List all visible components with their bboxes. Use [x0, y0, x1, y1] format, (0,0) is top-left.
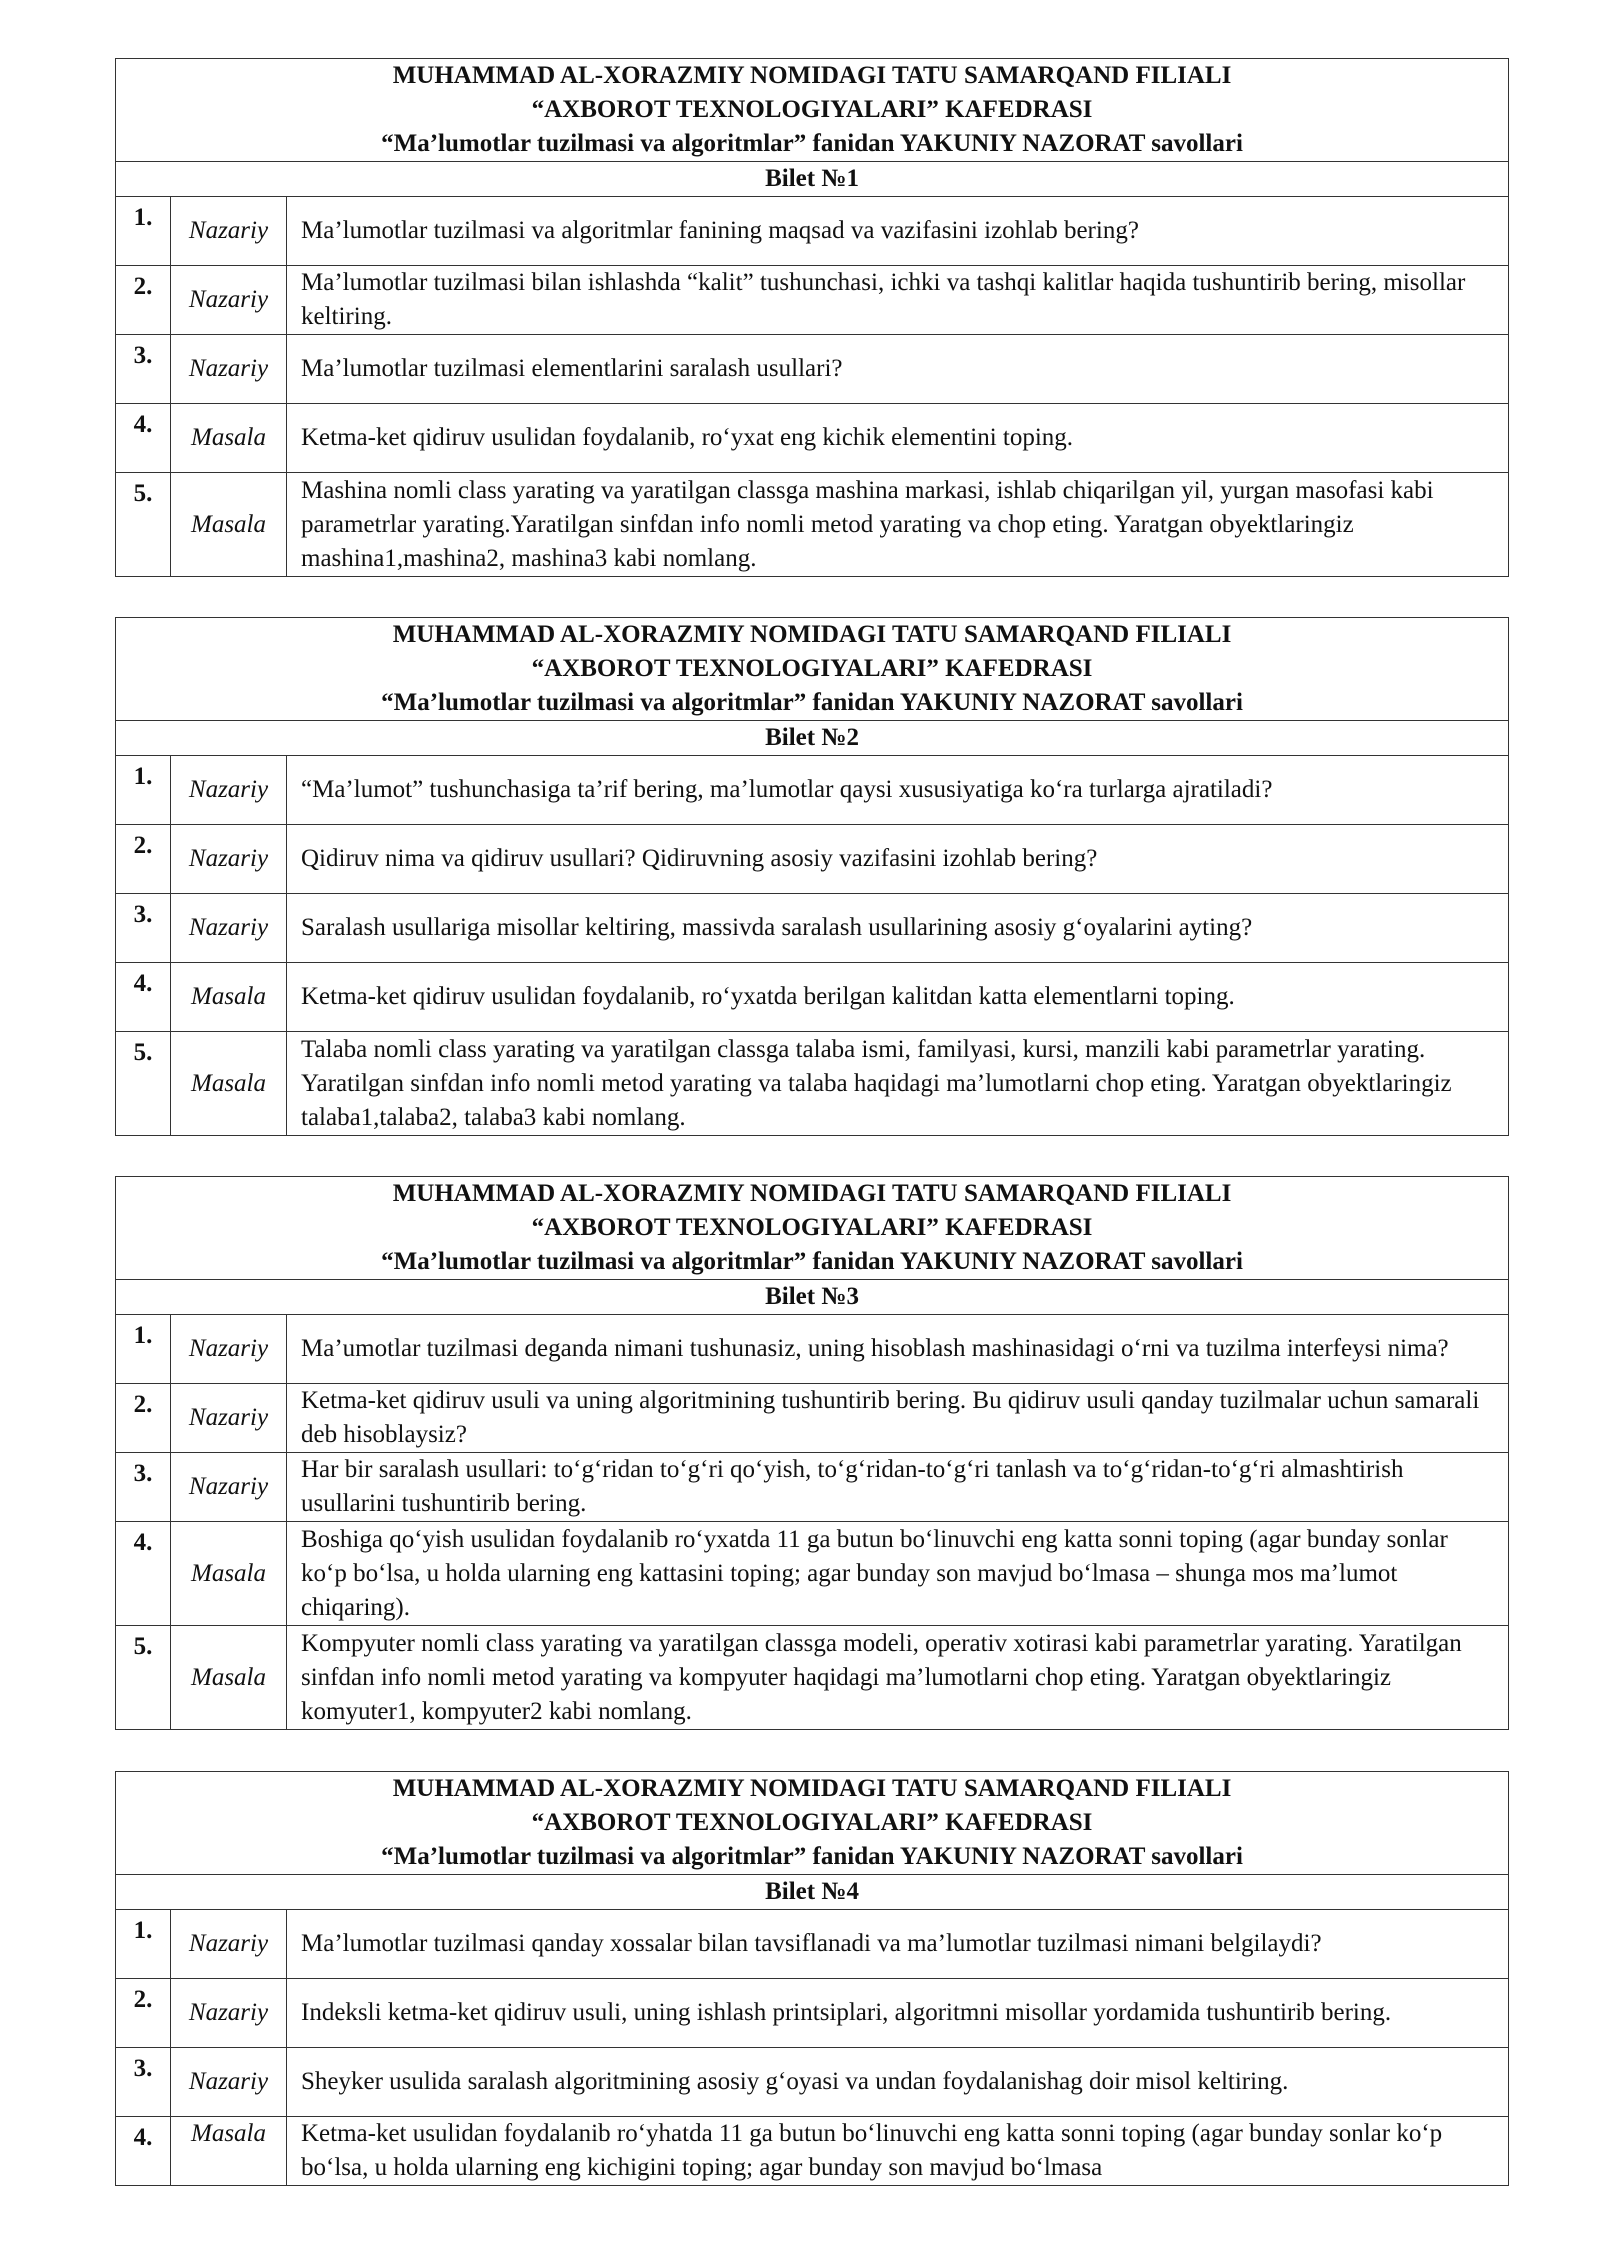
question-text: Ma’umotlar tuzilmasi deganda nimani tushunasiz, uning hisoblash mashinasidagi oʻrni va tuzilma interfeysi nima?: [287, 1315, 1509, 1384]
question-number: 5.: [116, 1032, 171, 1136]
ticket-header: [116, 618, 1509, 721]
question-text: Ma’lumotlar tuzilmasi qanday xossalar bilan tavsiflanadi va ma’lumotlar tuzilmasi nimani belgilaydi?: [287, 1910, 1509, 1979]
question-number: 2.: [116, 1384, 171, 1453]
question-text: Indeksli ketma-ket qidiruv usuli, uning ishlash printsiplari, algoritmni misollar yordamida tushuntirib bering.: [287, 1979, 1509, 2048]
exam-title: “Ma’lumotlar tuzilmasi va algoritmlar” fanidan YAKUNIY NAZORAT savollari: [381, 130, 1243, 157]
question-text: Har bir saralash usullari: toʻgʻridan toʻgʻri qoʻyish, toʻgʻridan-toʻgʻri tanlash va toʻgʻridan-toʻgʻri almashtirish usullarini tushuntirib bering.: [287, 1453, 1509, 1522]
institution-name: MUHAMMAD AL-XORAZMIY NOMIDAGI TATU SAMARQAND FILIALI: [392, 1180, 1232, 1207]
question-row: [116, 1453, 1509, 1522]
question-number: 5.: [116, 473, 171, 577]
question-row: [116, 963, 1509, 1032]
question-number: 3.: [116, 1453, 171, 1522]
question-type: Nazariy: [171, 1910, 287, 1979]
ticket-title: Bilet №4: [116, 1875, 1509, 1910]
ticket-4: [115, 1771, 1509, 2186]
question-number: 4.: [116, 404, 171, 473]
question-number: 4.: [116, 963, 171, 1032]
question-number: 1.: [116, 756, 171, 825]
ticket-header: [116, 59, 1509, 162]
question-text: Ma’lumotlar tuzilmasi elementlarini saralash usullari?: [287, 335, 1509, 404]
exam-title: “Ma’lumotlar tuzilmasi va algoritmlar” fanidan YAKUNIY NAZORAT savollari: [381, 1843, 1243, 1870]
question-number: 5.: [116, 1626, 171, 1730]
question-type: Nazariy: [171, 756, 287, 825]
question-text: Qidiruv nima va qidiruv usullari? Qidiruvning asosiy vazifasini izohlab bering?: [287, 825, 1509, 894]
ticket-title: Bilet №3: [116, 1280, 1509, 1315]
question-row: [116, 1315, 1509, 1384]
department-name: “AXBOROT TEXNOLOGIYALARI” KAFEDRASI: [531, 655, 1093, 682]
question-number: 4.: [116, 1522, 171, 1626]
ticket-2: [115, 617, 1509, 1136]
question-number: 1.: [116, 1315, 171, 1384]
ticket-1: [115, 58, 1509, 577]
question-type: Masala: [171, 963, 287, 1032]
question-type: Nazariy: [171, 335, 287, 404]
question-type: Nazariy: [171, 1453, 287, 1522]
department-name: “AXBOROT TEXNOLOGIYALARI” KAFEDRASI: [531, 1214, 1093, 1241]
institution-name: MUHAMMAD AL-XORAZMIY NOMIDAGI TATU SAMARQAND FILIALI: [392, 62, 1232, 89]
institution-name: MUHAMMAD AL-XORAZMIY NOMIDAGI TATU SAMARQAND FILIALI: [392, 621, 1232, 648]
ticket-title: Bilet №1: [116, 162, 1509, 197]
question-row: [116, 404, 1509, 473]
question-text: Ketma-ket qidiruv usulidan foydalanib, roʻyxat eng kichik elementini toping.: [287, 404, 1509, 473]
question-text: Talaba nomli class yarating va yaratilgan classga talaba ismi, familyasi, kursi, manzili kabi parametrlar yarating. Yaratilgan sinfdan info nomli metod yarating va talaba haqidagi ma’lumotlarni chop eting. Yaratgan obyektlaringiz talaba1,talaba2, talaba3 kabi nomlang.: [287, 1032, 1509, 1136]
question-number: 3.: [116, 335, 171, 404]
question-text: Boshiga qoʻyish usulidan foydalanib roʻyxatda 11 ga butun boʻlinuvchi eng katta sonni toping (agar bunday sonlar koʻp boʻlsa, u holda ularning eng kattasini toping; agar bunday son mavjud boʻlmasa – shunga mos ma’lumot chiqaring).: [287, 1522, 1509, 1626]
question-type: Masala: [171, 404, 287, 473]
ticket-3: [115, 1176, 1509, 1730]
question-number: 1.: [116, 197, 171, 266]
question-number: 1.: [116, 1910, 171, 1979]
ticket-title: Bilet №2: [116, 721, 1509, 756]
question-type: Nazariy: [171, 266, 287, 335]
question-row: [116, 1626, 1509, 1730]
question-row: [116, 894, 1509, 963]
institution-name: MUHAMMAD AL-XORAZMIY NOMIDAGI TATU SAMARQAND FILIALI: [392, 1775, 1232, 1802]
question-type: Masala: [171, 1626, 287, 1730]
question-type: Masala: [171, 1522, 287, 1626]
question-text: Mashina nomli class yarating va yaratilgan classga mashina markasi, ishlab chiqarilgan yil, yurgan masofasi kabi parametrlar yarating.Yaratilgan sinfdan info nomli metod yarating va chop eting. Yaratgan obyektlaringiz mashina1,mashina2, mashina3 kabi nomlang.: [287, 473, 1509, 577]
question-text: Saralash usullariga misollar keltiring, massivda saralash usullarining asosiy gʻoyalarini ayting?: [287, 894, 1509, 963]
question-type: Nazariy: [171, 894, 287, 963]
question-text: Ketma-ket qidiruv usulidan foydalanib, roʻyxatda berilgan kalitdan katta elementlarni toping.: [287, 963, 1509, 1032]
question-row: [116, 197, 1509, 266]
ticket-header: [116, 1772, 1509, 1875]
question-number: 3.: [116, 894, 171, 963]
question-row: [116, 756, 1509, 825]
question-type: Nazariy: [171, 1315, 287, 1384]
question-type: Masala: [171, 2117, 287, 2186]
exam-title: “Ma’lumotlar tuzilmasi va algoritmlar” fanidan YAKUNIY NAZORAT savollari: [381, 689, 1243, 716]
question-type: Masala: [171, 473, 287, 577]
question-type: Nazariy: [171, 197, 287, 266]
question-row: [116, 266, 1509, 335]
question-number: 4.: [116, 2117, 171, 2186]
question-text: Ketma-ket qidiruv usuli va uning algoritmining tushuntirib bering. Bu qidiruv usuli qanday tuzilmalar uchun samarali deb hisoblaysiz?: [287, 1384, 1509, 1453]
question-number: 2.: [116, 825, 171, 894]
question-text: Ma’lumotlar tuzilmasi bilan ishlashda “kalit” tushunchasi, ichki va tashqi kalitlar haqida tushuntirib bering, misollar keltiring.: [287, 266, 1509, 335]
question-row: [116, 2117, 1509, 2186]
department-name: “AXBOROT TEXNOLOGIYALARI” KAFEDRASI: [531, 1809, 1093, 1836]
question-row: [116, 1522, 1509, 1626]
question-type: Nazariy: [171, 2048, 287, 2117]
department-name: “AXBOROT TEXNOLOGIYALARI” KAFEDRASI: [531, 96, 1093, 123]
question-number: 3.: [116, 2048, 171, 2117]
question-type: Nazariy: [171, 1979, 287, 2048]
question-row: [116, 1384, 1509, 1453]
question-type: Masala: [171, 1032, 287, 1136]
question-row: [116, 825, 1509, 894]
question-text: Ma’lumotlar tuzilmasi va algoritmlar fanining maqsad va vazifasini izohlab bering?: [287, 197, 1509, 266]
question-number: 2.: [116, 1979, 171, 2048]
question-row: [116, 2048, 1509, 2117]
question-text: Sheyker usulida saralash algoritmining asosiy gʻoyasi va undan foydalanishag doir misol keltiring.: [287, 2048, 1509, 2117]
ticket-header: [116, 1177, 1509, 1280]
question-row: [116, 335, 1509, 404]
question-type: Nazariy: [171, 1384, 287, 1453]
question-text: “Ma’lumot” tushunchasiga ta’rif bering, ma’lumotlar qaysi xususiyatiga koʻra turlarga ajratiladi?: [287, 756, 1509, 825]
exam-title: “Ma’lumotlar tuzilmasi va algoritmlar” fanidan YAKUNIY NAZORAT savollari: [381, 1248, 1243, 1275]
question-text: Kompyuter nomli class yarating va yaratilgan classga modeli, operativ xotirasi kabi parametrlar yarating. Yaratilgan sinfdan info nomli metod yarating va kompyuter haqidagi ma’lumotlarni chop eting. Yaratgan obyektlaringiz komyuter1, kompyuter2 kabi nomlang.: [287, 1626, 1509, 1730]
question-row: [116, 1032, 1509, 1136]
question-text: Ketma-ket usulidan foydalanib roʻyhatda 11 ga butun boʻlinuvchi eng katta sonni toping (agar bunday sonlar koʻp boʻlsa, u holda ularning eng kichigini toping; agar bunday son mavjud boʻlmasa: [287, 2117, 1509, 2186]
question-row: [116, 1979, 1509, 2048]
question-type: Nazariy: [171, 825, 287, 894]
question-row: [116, 1910, 1509, 1979]
question-number: 2.: [116, 266, 171, 335]
question-row: [116, 473, 1509, 577]
